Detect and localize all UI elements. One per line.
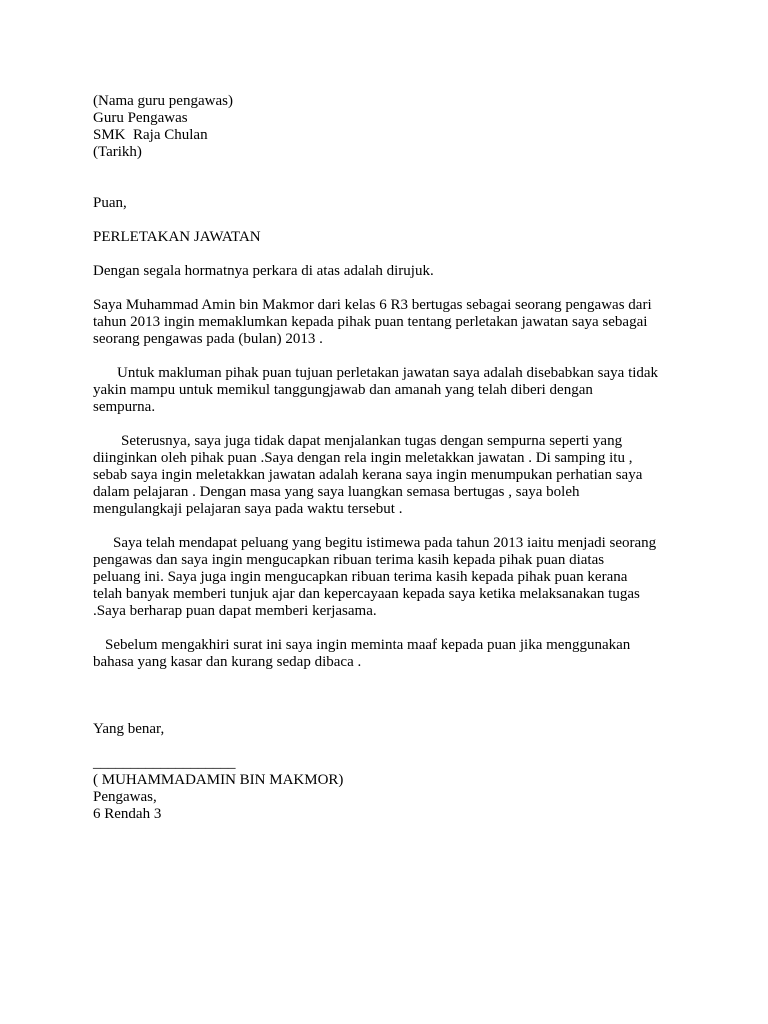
paragraph-3 <box>93 433 683 518</box>
letter-date: (Tarikh) <box>93 144 142 160</box>
signatory-name: ( MUHAMMADAMIN BIN MAKMOR) <box>93 772 344 788</box>
salutation: Puan, <box>93 195 127 211</box>
recipient-name: (Nama guru pengawas) <box>93 93 233 109</box>
paragraph-2 <box>93 365 683 416</box>
paragraph-line: Saya telah mendapat peluang yang begitu istimewa pada tahun 2013 iaitu menjadi seorang <box>113 535 657 551</box>
paragraph-line: Seterusnya, saya juga tidak dapat menjalankan tugas dengan sempurna seperti yang <box>121 433 623 449</box>
paragraph-line: pengawas dan saya ingin mengucapkan ribuan terima kasih kepada pihak puan diatas <box>93 552 605 568</box>
paragraph-line: Untuk makluman pihak puan tujuan perletakan jawatan saya adalah disebabkan saya tidak <box>117 365 659 381</box>
intro-sentence: Dengan segala hormatnya perkara di atas adalah dirujuk. <box>93 263 434 279</box>
subject-heading: PERLETAKAN JAWATAN <box>93 229 261 245</box>
paragraph-line: seorang pengawas pada (bulan) 2013 . <box>93 331 323 347</box>
paragraph-line: peluang ini. Saya juga ingin mengucapkan ribuan terima kasih kepada pihak puan kerana <box>93 569 628 585</box>
closing: Yang benar, <box>93 721 165 737</box>
paragraph-line: Saya Muhammad Amin bin Makmor dari kelas 6 R3 bertugas sebagai seorang pengawas dari <box>93 297 652 313</box>
paragraph-1 <box>93 297 683 348</box>
paragraph-line: bahasa yang kasar dan kurang sedap dibaca . <box>93 654 362 670</box>
recipient-position: Guru Pengawas <box>93 110 188 126</box>
signatory-title: Pengawas, <box>93 789 157 805</box>
recipient-school: SMK Raja Chulan <box>93 127 208 143</box>
signatory-class: 6 Rendah 3 <box>93 806 162 822</box>
paragraph-line: diinginkan oleh pihak puan .Saya dengan rela ingin meletakkan jawatan . Di samping itu , <box>93 450 633 466</box>
letter-page <box>93 93 683 823</box>
paragraph-line: yakin mampu untuk memikul tanggungjawab dan amanah yang telah diberi dengan <box>93 382 593 398</box>
signature-block <box>93 755 683 823</box>
paragraph-line: telah banyak memberi tunjuk ajar dan kepercayaan kepada saya ketika melaksanakan tugas <box>93 586 640 602</box>
paragraph-line: sebab saya ingin meletakkan jawatan adalah kerana saya ingin menumpukan perhatian saya <box>93 467 643 483</box>
recipient-block <box>93 93 683 161</box>
paragraph-line: Sebelum mengakhiri surat ini saya ingin meminta maaf kepada puan jika menggunakan <box>105 637 631 653</box>
paragraph-line: dalam pelajaran . Dengan masa yang saya luangkan semasa bertugas , saya boleh <box>93 484 580 500</box>
signature-line: ___________________ <box>93 755 236 771</box>
paragraph-line: .Saya berharap puan dapat memberi kerjasama. <box>93 603 377 619</box>
paragraph-4 <box>93 535 683 620</box>
paragraph-line: tahun 2013 ingin memaklumkan kepada pihak puan tentang perletakan jawatan saya sebagai <box>93 314 648 330</box>
paragraph-line: mengulangkaji pelajaran saya pada waktu tersebut . <box>93 501 403 517</box>
paragraph-line: sempurna. <box>93 399 156 415</box>
paragraph-5 <box>93 637 683 671</box>
